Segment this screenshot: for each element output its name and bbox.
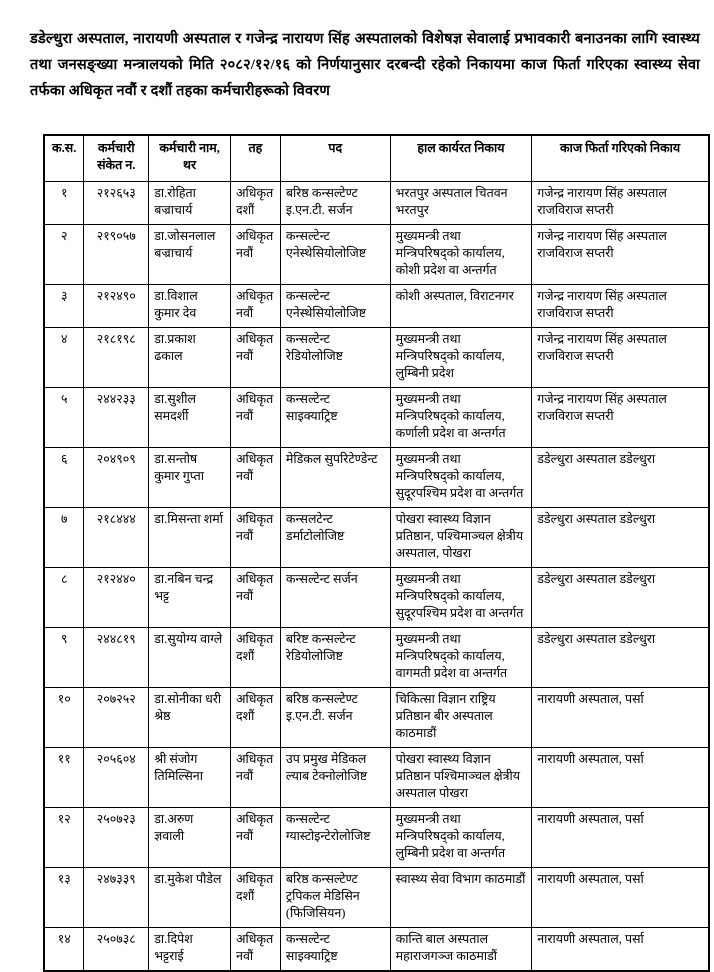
table-row bbox=[44, 225, 709, 285]
table-header-row bbox=[44, 135, 709, 182]
table-body bbox=[44, 182, 709, 972]
col-header-level: तह bbox=[231, 135, 281, 182]
cell-current-office: स्वास्थ्य सेवा विभाग काठमाडौं bbox=[390, 868, 532, 928]
cell-employee-name: डा.रोहिता बज्राचार्य bbox=[149, 182, 231, 225]
cell-return-office: डडेल्धुरा अस्पताल डडेल्धुरा bbox=[532, 568, 709, 628]
table-row bbox=[44, 628, 709, 688]
cell-serial-no: १० bbox=[44, 688, 84, 748]
col-header-current-office: हाल कार्यरत निकाय bbox=[390, 135, 532, 182]
cell-return-office: गजेन्द्र नारायण सिंह अस्पताल राजविराज सप्तरी bbox=[532, 225, 709, 285]
document-title: डडेल्धुरा अस्पताल, नारायणी अस्पताल र गजेन्द्र नारायण सिंह अस्पतालको विशेषज्ञ सेवालाई प्रभावकारी बनाउनका लागि स्वास्थ्य तथा जनसङ्ख्या मन्त्रालयको मिति २०८२/१२/१६ को निर्णयानुसार दरबन्दी रहेको निकायमा काज फिर्ता गरिएका स्वास्थ्य सेवा तर्फका अधिकृत नवौं र दशौं तहका कर्मचारीहरूको विवरण bbox=[30, 31, 700, 99]
cell-level: अधिकृत दशौं bbox=[231, 182, 281, 225]
cell-return-office: गजेन्द्र नारायण सिंह अस्पताल राजविराज सप्तरी bbox=[532, 328, 709, 388]
cell-serial-no: ३ bbox=[44, 285, 84, 328]
cell-return-office: नारायणी अस्पताल, पर्सा bbox=[532, 928, 709, 972]
col-header-serial-no: क.स. bbox=[44, 135, 84, 182]
cell-employee-code: २०५६०४ bbox=[84, 748, 149, 808]
table-row bbox=[44, 688, 709, 748]
cell-serial-no: ५ bbox=[44, 388, 84, 448]
table-row bbox=[44, 328, 709, 388]
cell-employee-name: डा.सन्तोष कुमार गुप्ता bbox=[149, 448, 231, 508]
cell-return-office: डडेल्धुरा अस्पताल डडेल्धुरा bbox=[532, 508, 709, 568]
cell-employee-name: डा.नबिन चन्द्र भट्ट bbox=[149, 568, 231, 628]
cell-current-office: भरतपुर अस्पताल चितवन भरतपुर bbox=[390, 182, 532, 225]
cell-current-office: चिकित्सा विज्ञान राष्ट्रिय प्रतिष्ठान बीर अस्पताल काठमाडौं bbox=[390, 688, 532, 748]
cell-level: अधिकृत नवौं bbox=[231, 508, 281, 568]
cell-level: अधिकृत दशौं bbox=[231, 688, 281, 748]
col-header-employee-name: कर्मचारी नाम, थर bbox=[149, 135, 231, 182]
cell-serial-no: २ bbox=[44, 225, 84, 285]
col-header-return-office: काज फिर्ता गरिएको निकाय bbox=[532, 135, 709, 182]
cell-post: बरिष्ठ कन्सल्टेण्ट इ.एन.टी. सर्जन bbox=[280, 182, 390, 225]
table-row bbox=[44, 182, 709, 225]
cell-employee-code: २५०७३८ bbox=[84, 928, 149, 972]
cell-employee-code: २०७२५२ bbox=[84, 688, 149, 748]
cell-serial-no: ६ bbox=[44, 448, 84, 508]
cell-post: बरिष्ठ कन्सल्टेण्ट इ.एन.टी. सर्जन bbox=[280, 688, 390, 748]
cell-level: अधिकृत नवौं bbox=[231, 748, 281, 808]
col-header-post: पद bbox=[280, 135, 390, 182]
cell-current-office: मुख्यमन्त्री तथा मन्त्रिपरिषद्को कार्यालय, लुम्बिनी प्रदेश bbox=[390, 328, 532, 388]
cell-employee-name: डा.सोनीका धरी श्रेष्ठ bbox=[149, 688, 231, 748]
cell-post: उप प्रमुख मेडिकल ल्याब टेक्नोलोजिष्ट bbox=[280, 748, 390, 808]
cell-serial-no: ८ bbox=[44, 568, 84, 628]
cell-return-office: डडेल्धुरा अस्पताल डडेल्धुरा bbox=[532, 628, 709, 688]
cell-serial-no: १३ bbox=[44, 868, 84, 928]
cell-employee-name: डा.सुयोग्य वाग्ले bbox=[149, 628, 231, 688]
cell-employee-name: डा.अरुण ज्ञवाली bbox=[149, 808, 231, 868]
cell-post: कन्सल्टेन्ट सर्जन bbox=[280, 568, 390, 628]
cell-current-office: पोखरा स्वास्थ्य विज्ञान प्रतिष्ठान पश्चिमाञ्चल क्षेत्रीय अस्पताल पोखरा bbox=[390, 748, 532, 808]
col-header-employee-code: कर्मचारी संकेत न. bbox=[84, 135, 149, 182]
cell-post: कन्सल्टेन्ट साइक्याट्रिष्ट bbox=[280, 388, 390, 448]
cell-return-office: नारायणी अस्पताल, पर्सा bbox=[532, 748, 709, 808]
cell-return-office: नारायणी अस्पताल, पर्सा bbox=[532, 868, 709, 928]
cell-return-office: नारायणी अस्पताल, पर्सा bbox=[532, 808, 709, 868]
cell-employee-code: २१८१९८ bbox=[84, 328, 149, 388]
cell-post: कन्सल्टेन्ट एनेस्थेसियोलोजिष्ट bbox=[280, 225, 390, 285]
cell-level: अधिकृत दशौं bbox=[231, 868, 281, 928]
table-row bbox=[44, 928, 709, 972]
cell-employee-name: श्री संजोग तिमिल्सिना bbox=[149, 748, 231, 808]
cell-post: बरिष्ठ कन्सल्टेण्ट ट्रपिकल मेडिसिन (फिजिसियन) bbox=[280, 868, 390, 928]
table-row bbox=[44, 448, 709, 508]
cell-current-office: मुख्यमन्त्री तथा मन्त्रिपरिषद्को कार्यालय, सुदूरपश्चिम प्रदेश वा अन्तर्गत bbox=[390, 568, 532, 628]
cell-current-office: कोशी अस्पताल, विराटनगर bbox=[390, 285, 532, 328]
cell-serial-no: ७ bbox=[44, 508, 84, 568]
cell-serial-no: १ bbox=[44, 182, 84, 225]
cell-current-office: कान्ति बाल अस्पताल महाराजगञ्ज काठमाडौं bbox=[390, 928, 532, 972]
cell-current-office: मुख्यमन्त्री तथा मन्त्रिपरिषद्को कार्यालय, लुम्बिनी प्रदेश वा अन्तर्गत bbox=[390, 808, 532, 868]
cell-employee-code: २१८४४४ bbox=[84, 508, 149, 568]
table-row bbox=[44, 748, 709, 808]
employee-table bbox=[43, 134, 710, 972]
cell-current-office: पोखरा स्वास्थ्य विज्ञान प्रतिष्ठान, पश्चिमाञ्चल क्षेत्रीय अस्पताल, पोखरा bbox=[390, 508, 532, 568]
cell-post: कन्सल्टेन्ट साइक्याट्रिष्ट bbox=[280, 928, 390, 972]
cell-current-office: मुख्यमन्त्री तथा मन्त्रिपरिषद्को कार्यालय, कर्णाली प्रदेश वा अन्तर्गत bbox=[390, 388, 532, 448]
cell-level: अधिकृत नवौं bbox=[231, 285, 281, 328]
table-row bbox=[44, 508, 709, 568]
cell-employee-name: डा.दिपेश भट्टराई bbox=[149, 928, 231, 972]
cell-post: कन्सल्टेन्ट ग्यास्टोइन्टेरोलोजिष्ट bbox=[280, 808, 390, 868]
cell-post: मेडिकल सुपरिटेण्डेन्ट bbox=[280, 448, 390, 508]
cell-serial-no: १२ bbox=[44, 808, 84, 868]
table-row bbox=[44, 388, 709, 448]
cell-employee-code: २१२६५३ bbox=[84, 182, 149, 225]
cell-employee-name: डा.मिसन्ता शर्मा bbox=[149, 508, 231, 568]
cell-level: अधिकृत नवौं bbox=[231, 568, 281, 628]
cell-level: अधिकृत नवौं bbox=[231, 225, 281, 285]
cell-current-office: मुख्यमन्त्री तथा मन्त्रिपरिषद्को कार्यालय, कोशी प्रदेश वा अन्तर्गत bbox=[390, 225, 532, 285]
cell-serial-no: ११ bbox=[44, 748, 84, 808]
cell-employee-code: २५०७२३ bbox=[84, 808, 149, 868]
cell-return-office: गजेन्द्र नारायण सिंह अस्पताल राजविराज सप्तरी bbox=[532, 182, 709, 225]
cell-employee-name: डा.विशाल कुमार देव bbox=[149, 285, 231, 328]
cell-post: कन्सल्टेन्ट एनेस्थेसियोलोजिष्ट bbox=[280, 285, 390, 328]
cell-post: कन्सलटेन्ट डर्माटोलोजिष्ट bbox=[280, 508, 390, 568]
cell-level: अधिकृत नवौं bbox=[231, 328, 281, 388]
cell-level: अधिकृत दशौं bbox=[231, 628, 281, 688]
cell-post: बरिष्ट कन्सल्टेन्ट रेडियोलोजिष्ट bbox=[280, 628, 390, 688]
cell-employee-code: २०४९०९ bbox=[84, 448, 149, 508]
cell-current-office: मुख्यमन्त्री तथा मन्त्रिपरिषद्को कार्यालय, सुदूरपश्चिम प्रदेश वा अन्तर्गत bbox=[390, 448, 532, 508]
cell-return-office: नारायणी अस्पताल, पर्सा bbox=[532, 688, 709, 748]
table-row bbox=[44, 285, 709, 328]
cell-level: अधिकृत नवौं bbox=[231, 808, 281, 868]
cell-employee-code: २१२४४० bbox=[84, 568, 149, 628]
table-row bbox=[44, 868, 709, 928]
cell-level: अधिकृत नवौं bbox=[231, 928, 281, 972]
cell-employee-name: डा.सुशील समदर्शी bbox=[149, 388, 231, 448]
cell-employee-code: २४७३३९ bbox=[84, 868, 149, 928]
table-row bbox=[44, 808, 709, 868]
cell-level: अधिकृत नवौं bbox=[231, 448, 281, 508]
cell-employee-name: डा.प्रकाश ढकाल bbox=[149, 328, 231, 388]
cell-current-office: मुख्यमन्त्री तथा मन्त्रिपरिषद्को कार्यालय, वागमती प्रदेश वा अन्तर्गत bbox=[390, 628, 532, 688]
cell-employee-name: डा.मुकेश पौडेल bbox=[149, 868, 231, 928]
cell-return-office: गजेन्द्र नारायण सिंह अस्पताल राजविराज सप्तरी bbox=[532, 388, 709, 448]
cell-serial-no: ९ bbox=[44, 628, 84, 688]
table-row bbox=[44, 568, 709, 628]
cell-employee-code: २४४८१९ bbox=[84, 628, 149, 688]
cell-return-office: डडेल्धुरा अस्पताल डडेल्धुरा bbox=[532, 448, 709, 508]
cell-return-office: गजेन्द्र नारायण सिंह अस्पताल राजविराज सप्तरी bbox=[532, 285, 709, 328]
cell-employee-code: २१९०५७ bbox=[84, 225, 149, 285]
cell-employee-code: २४४२३३ bbox=[84, 388, 149, 448]
cell-employee-code: २१२४९० bbox=[84, 285, 149, 328]
cell-serial-no: १४ bbox=[44, 928, 84, 972]
cell-level: अधिकृत नवौं bbox=[231, 388, 281, 448]
cell-serial-no: ४ bbox=[44, 328, 84, 388]
cell-post: कन्सल्टेन्ट रेडियोलोजिष्ट bbox=[280, 328, 390, 388]
cell-employee-name: डा.जोसनलाल बज्राचार्य bbox=[149, 225, 231, 285]
